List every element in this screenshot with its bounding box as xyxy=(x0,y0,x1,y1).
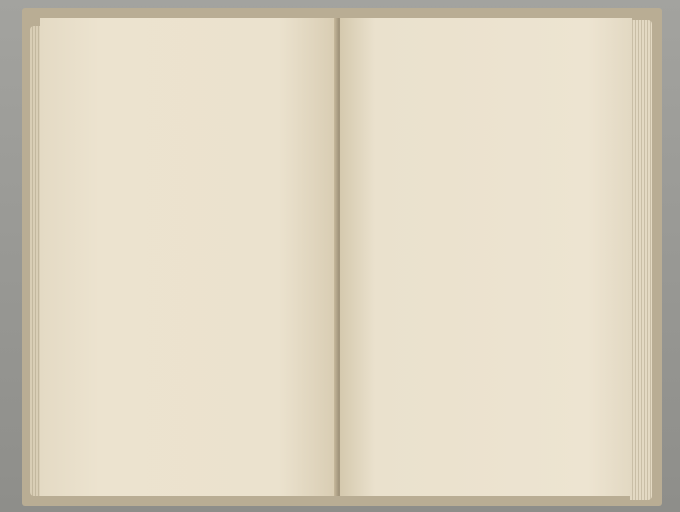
text-column xyxy=(300,58,327,468)
text-column xyxy=(382,58,409,468)
text-column xyxy=(88,58,115,468)
right-page xyxy=(340,18,632,496)
text-column xyxy=(247,58,274,468)
text-column xyxy=(567,58,594,468)
text-column xyxy=(514,58,541,468)
text-column xyxy=(355,58,382,468)
text-column xyxy=(461,58,488,468)
left-page-text xyxy=(58,58,326,468)
text-column xyxy=(114,58,141,468)
text-column xyxy=(273,58,300,468)
right-page-text xyxy=(354,58,620,468)
text-column xyxy=(141,58,168,468)
left-page xyxy=(40,18,338,496)
text-column xyxy=(435,58,462,468)
text-column xyxy=(61,58,88,468)
text-column xyxy=(594,58,621,468)
text-column xyxy=(194,58,221,468)
text-column xyxy=(167,58,194,468)
text-column xyxy=(541,58,568,468)
page-stack-right xyxy=(630,20,652,500)
text-column xyxy=(408,58,435,468)
text-column xyxy=(220,58,247,468)
text-column xyxy=(488,58,515,468)
